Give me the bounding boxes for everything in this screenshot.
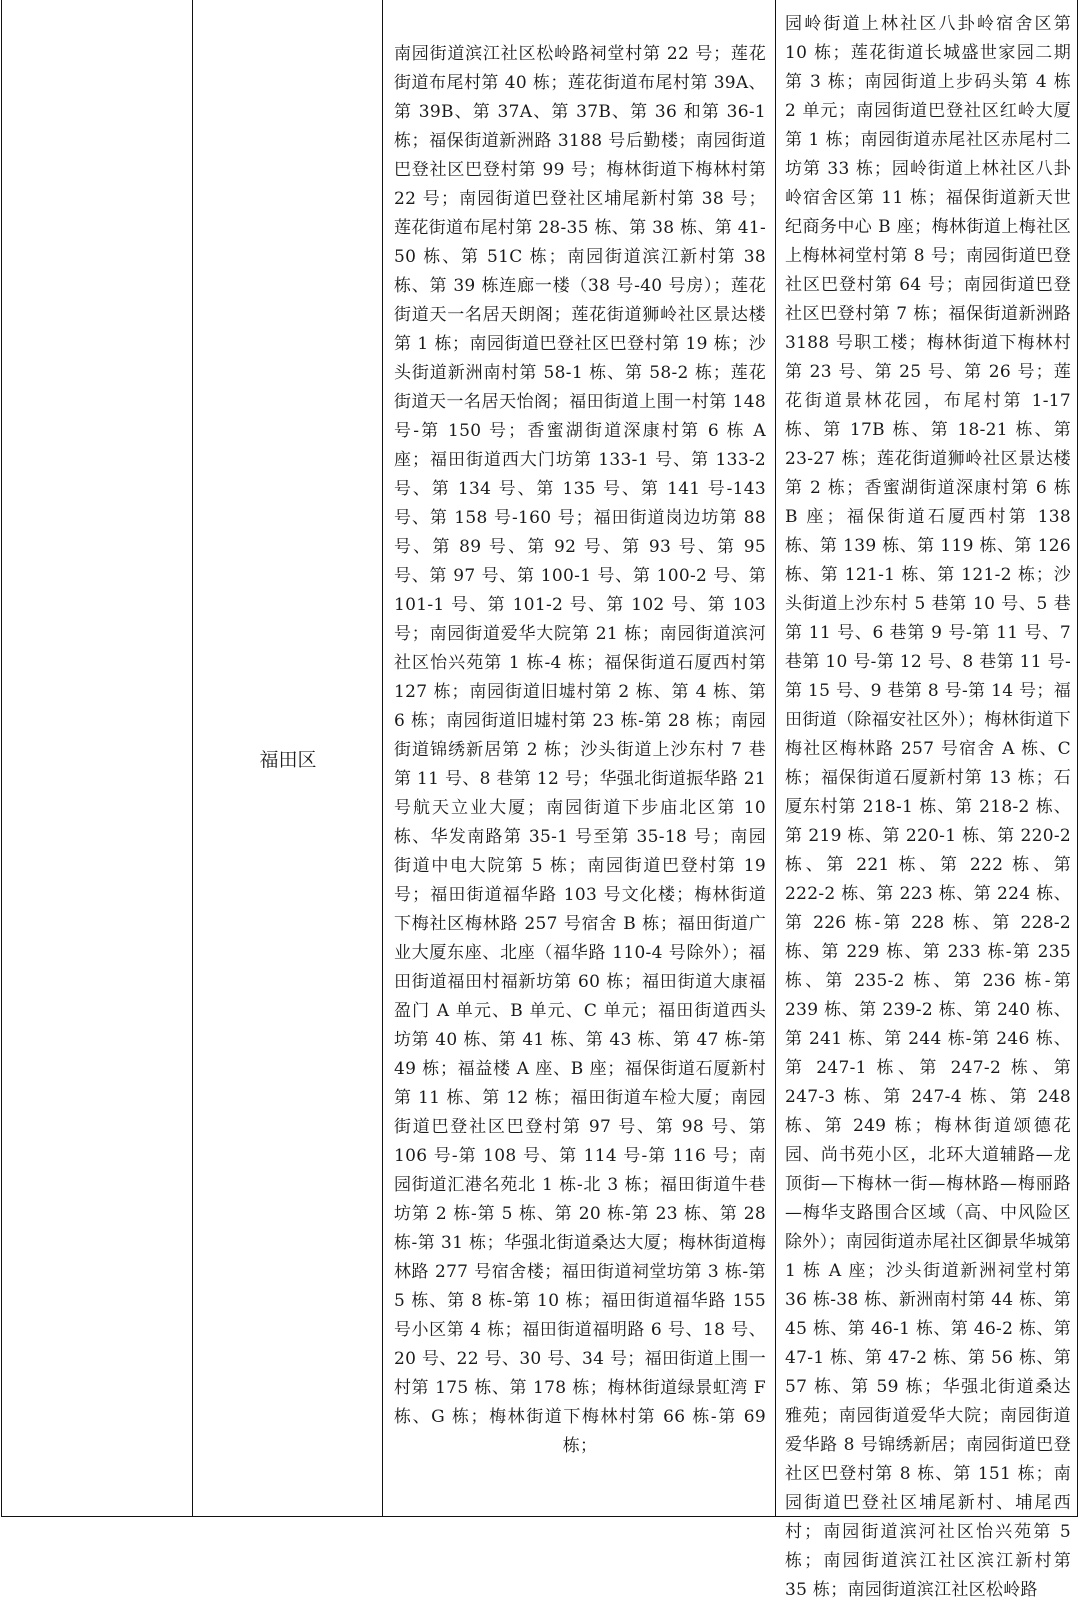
column-divider-2 [382,0,383,1517]
right-cell-text: 园岭街道上林社区八卦岭宿舍区第 10 栋；莲花街道长城盛世家园二期第 3 栋；南园街道上步码头第 4 栋 2 单元；南园街道巴登社区红岭大厦第 1 栋；南园街道赤尾社区赤尾村二坊第 33 栋；园岭街道上林社区八卦岭宿舍区第 11 栋；福保街道新天世纪商务中心 B 座；梅林街道上梅社区上梅林祠堂村第 8 号；南园街道巴登社区巴登村第 64 号；南园街道巴登社区巴登村第 7 栋；福保街道新洲路 3188 号职工楼；梅林街道下梅林村第 23 号、第 25 号、第 26 号；莲花街道景林花园，布尾村第 1-17 栋、第 17B 栋、第 18-21 栋、第 23-27 栋；莲花街道狮岭社区景达楼第 2 栋；香蜜湖街道深康村第 6 栋 B 座；福保街道石厦西村第 138 栋、第 139 栋、第 119 栋、第 126 栋、第 121-1 栋、第 121-2 栋；沙头街道上沙东村 5 巷第 10 号、5 巷第 11 号、6 巷第 9 号-第 11 号、7 巷第 10 号-第 12 号、8 巷第 11 号-第 15 号、9 巷第 8 号-第 14 号；福田街道（除福安社区外）；梅林街道下梅社区梅林路 257 号宿舍 A 栋、C 栋；福保街道石厦新村第 13 栋；石厦东村第 218-1 栋、第 218-2 栋、第 219 栋、第 220-1 栋、第 220-2 栋、第 221 栋、第 222 栋、第 222-2 栋、第 223 栋、第 224 栋、第 226 栋-第 228 栋、第 228-2 栋、第 229 栋、第 233 栋-第 235 栋、第 235-2 栋、第 236 栋-第 239 栋、第 239-2 栋、第 240 栋、第 241 栋、第 244 栋-第 246 栋、第 247-1 栋、第 247-2 栋、第 247-3 栋、第 247-4 栋、第 248 栋、第 249 栋；梅林街道颂德花园、尚书苑小区，北环大道辅路—龙顶街—下梅林一街—梅林路—梅丽路—梅华支路围合区域（高、中风险区除外）；南园街道赤尾社区御景华城第 1 栋 A 座；沙头街道新洲祠堂村第 36 栋-38 栋、新洲南村第 44 栋、第 45 栋、第 46-1 栋、第 46-2 栋、第 47-1 栋、第 47-2 栋、第 56 栋、第 57 栋、第 59 栋；华强北街道桑达雅苑；南园街道爱华大院；南园街道爱华路 8 号锦绣新居；南园街道巴登社区巴登村第 8 栋、第 151 栋；南园街道巴登社区埔尾新村、埔尾西村；南园街道滨河社区怡兴苑第 5 栋；南园街道滨江社区滨江新村第 35 栋；南园街道滨江社区松岭路 [785,14,1071,1600]
table-border-left [1,0,2,1517]
middle-cell-text: 南园街道滨江社区松岭路祠堂村第 22 号；莲花街道布尾村第 40 栋；莲花街道布尾村第 39A、第 39B、第 37A、第 37B、第 36 和第 36-1 栋；福保街道新洲路 3188 号后勤楼；南园街道巴登社区巴登村第 99 号；梅林街道下梅林村第 22 号；南园街道巴登社区埔尾新村第 38 号；莲花街道布尾村第 28-35 栋、第 38 栋、第 41-50 栋、第 51C 栋；南园街道滨江新村第 38 栋、第 39 栋连廊一楼（38 号-40 号房）；莲花街道天一名居天朗阁；莲花街道狮岭社区景达楼第 1 栋；南园街道巴登社区巴登村第 19 栋；沙头街道新洲南村第 58-1 栋、第 58-2 栋；莲花街道天一名居天怡阁；福田街道上围一村第 148 号-第 150 号；香蜜湖街道深康村第 6 栋 A 座；福田街道西大门坊第 133-1 号、第 133-2 号、第 134 号、第 135 号、第 141 号-143 号、第 158 号-160 号；福田街道岗边坊第 88 号、第 89 号、第 92 号、第 93 号、第 95 号、第 97 号、第 100-1 号、第 100-2 号、第 101-1 号、第 101-2 号、第 102 号、第 103 号；南园街道爱华大院第 21 栋；南园街道滨河社区怡兴苑第 1 栋-4 栋；福保街道石厦西村第 127 栋；南园街道旧墟村第 2 栋、第 4 栋、第 6 栋；南园街道旧墟村第 23 栋-第 28 栋；南园街道锦绣新居第 2 栋；沙头街道上沙东村 7 巷第 11 号、8 巷第 12 号；华强北街道振华路 21 号航天立业大厦；南园街道下步庙北区第 10 栋、华发南路第 35-1 号至第 35-18 号；南园街道中电大院第 5 栋；南园街道巴登村第 19 号；福田街道福华路 103 号文化楼；梅林街道下梅社区梅林路 257 号宿舍 B 栋；福田街道广业大厦东座、北座（福华路 110-4 号除外）；福田街道福田村福新坊第 60 栋；福田街道大康福盈门 A 单元、B 单元、C 单元；福田街道西头坊第 40 栋、第 41 栋、第 43 栋、第 47 栋-第 49 栋；福益楼 A 座、B 座；福保街道石厦新村第 11 栋、第 12 栋；福田街道车检大厦；南园街道巴登社区巴登村第 97 号、第 98 号、第 106 号-第 108 号、第 114 号-第 116 号；南园街道汇港名苑北 1 栋-北 3 栋；福田街道牛巷坊第 2 栋-第 5 栋、第 20 栋-第 23 栋、第 28 栋-第 31 栋；华强北街道桑达大厦；梅林街道梅林路 277 号宿舍楼；福田街道祠堂坊第 3 栋-第 5 栋、第 8 栋-第 10 栋；福田街道福华路 155 号小区第 4 栋；福田街道福明路 6 号、18 号、20 号、22 号、30 号、34 号；福田街道上围一村第 175 栋、第 178 栋；梅林街道绿景虹湾 F 栋、G 栋；梅林街道下梅林村第 66 栋-第 69 栋； [394,44,766,1456]
district-cell [194,0,382,1517]
column-divider-1 [192,0,193,1517]
right-cell [777,0,1077,1600]
column-divider-3 [775,0,776,1517]
district-label: 福田区 [259,749,317,771]
middle-cell [384,0,774,1517]
table-border-right [1077,0,1078,1517]
